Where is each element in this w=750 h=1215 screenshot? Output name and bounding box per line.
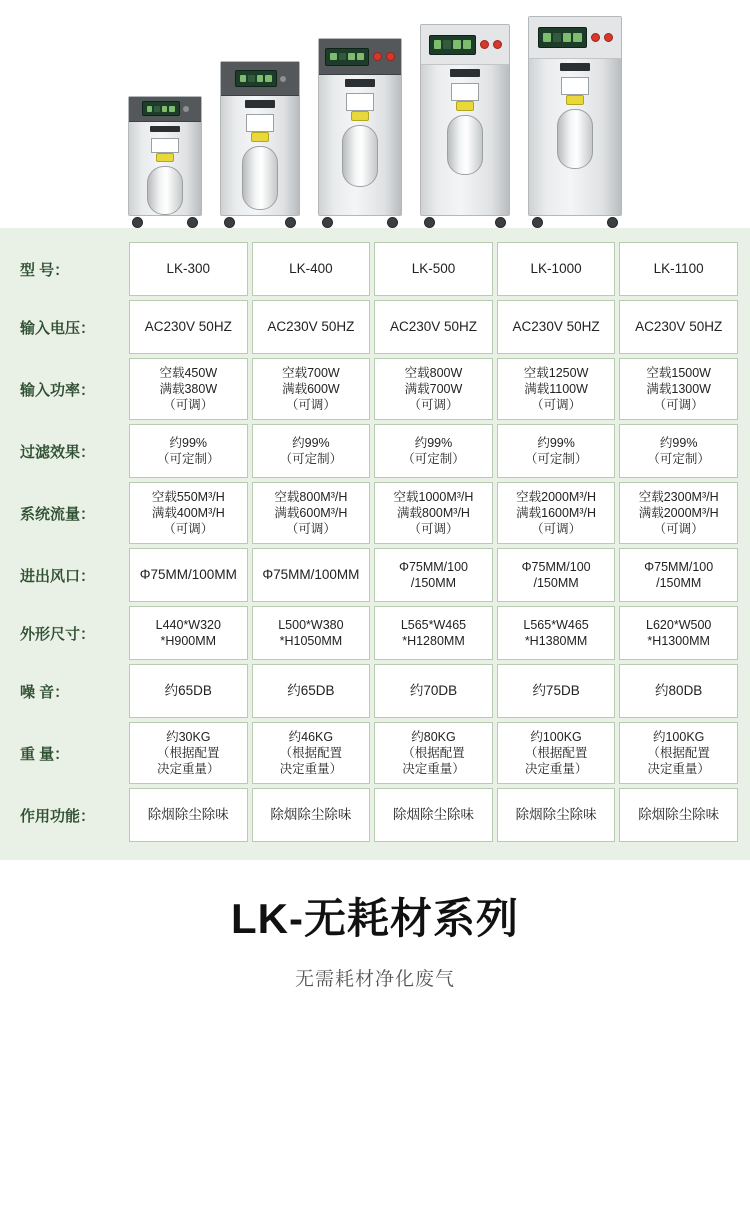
spec-cell-line: Φ75MM/100 [398, 560, 468, 574]
spec-cell-line: 约30KG [166, 730, 211, 744]
caster-wheels [132, 217, 198, 228]
spec-cell-line: （可定制） [279, 452, 343, 466]
caster-wheel [387, 217, 398, 228]
filter-canister [342, 125, 378, 187]
spec-cell-line: 满载1600M³/H [516, 506, 597, 520]
spec-cell [252, 788, 371, 842]
display-segment [348, 53, 355, 60]
control-panel-display [429, 35, 476, 55]
power-button-icon [480, 40, 489, 49]
spec-cell-line: 除烟除尘除味 [270, 807, 352, 822]
spec-cell [374, 548, 493, 602]
spec-cell [619, 606, 738, 660]
spec-cell [374, 358, 493, 420]
spec-cell-line: 除烟除尘除味 [638, 807, 720, 822]
spec-cell-line: 约70DB [409, 683, 458, 698]
caster-wheel [607, 217, 618, 228]
spec-row-label: 过滤效果： [20, 443, 96, 461]
spec-cell-line: 除烟除尘除味 [147, 807, 229, 822]
spec-cell-line: 约99% [414, 436, 453, 450]
product-image-lk-1100 [528, 16, 622, 228]
filter-cap [251, 132, 269, 142]
spec-cell-line: AC230V 50HZ [512, 319, 600, 334]
spec-sticker [151, 138, 179, 153]
spec-cell [252, 548, 371, 602]
spec-cell-line: （根据配置 [524, 746, 588, 760]
spec-cell-line: 约99% [292, 436, 330, 450]
spec-cell [129, 482, 248, 544]
spec-cell-line: LK-1100 [653, 261, 704, 276]
spec-cell-line: L565*W465 [523, 618, 589, 632]
spec-cell-line: 空载800M³/H [274, 490, 348, 504]
spec-cell [497, 300, 616, 354]
display-segment [265, 75, 272, 82]
spec-cell [252, 358, 371, 420]
spec-cell-line: AC230V 50HZ [389, 319, 477, 334]
spec-table-body [12, 242, 738, 842]
spec-cell [129, 548, 248, 602]
spec-cell-line: 约46KG [288, 730, 334, 744]
spec-cell-line: 满载600W [282, 382, 340, 396]
caster-wheel [532, 217, 543, 228]
control-panel-display [235, 70, 277, 87]
display-segment [563, 33, 571, 42]
spec-cell-line: 空载1000M³/H [393, 490, 474, 504]
spec-cell-line: 约65DB [287, 683, 335, 698]
spec-cell-line: 满载2000M³/H [638, 506, 719, 520]
spec-cell-line: 约80KG [411, 730, 456, 744]
product-image-strip [0, 0, 750, 228]
spec-cell [374, 424, 493, 478]
spec-cell-line: （根据配置 [157, 746, 220, 760]
spec-cell [497, 358, 616, 420]
spec-cell-line: 满载800M³/H [397, 506, 470, 520]
spec-sticker [451, 83, 479, 101]
spec-cell [252, 242, 371, 296]
spec-cell [129, 788, 248, 842]
display-segment [248, 75, 255, 82]
caster-wheels [424, 217, 506, 228]
display-segment [553, 33, 561, 42]
caster-wheel [424, 217, 435, 228]
spec-cell-line: （可定制） [647, 452, 710, 466]
spec-cell [252, 664, 371, 718]
spec-row [12, 424, 738, 478]
spec-cell-line: 空载700W [282, 366, 340, 380]
filter-cap [351, 111, 369, 121]
spec-cell-line: 决定重量） [279, 762, 343, 776]
spec-cell [252, 606, 371, 660]
spec-cell-line: L565*W465 [400, 618, 467, 632]
spec-cell [497, 482, 616, 544]
spec-cell [129, 242, 248, 296]
spec-cell [129, 722, 248, 784]
spec-cell [129, 300, 248, 354]
machine-body [528, 16, 622, 216]
spec-cell [374, 606, 493, 660]
filter-cap [456, 101, 474, 111]
spec-cell-line: （根据配置 [402, 746, 465, 760]
spec-cell-line: 空载800W [404, 366, 463, 380]
brand-logo [560, 63, 590, 71]
machine-body [220, 61, 300, 216]
indicator-dot-icon [183, 106, 189, 112]
spec-cell-line: （可调） [163, 398, 214, 412]
series-subtitle: 无需耗材净化废气 [294, 969, 455, 990]
spec-cell [129, 606, 248, 660]
filter-canister [147, 166, 183, 215]
spec-cell-line: （可定制） [157, 452, 220, 466]
spec-cell-line: 决定重量） [524, 762, 588, 776]
display-segment [169, 106, 175, 111]
spec-row [12, 548, 738, 602]
spec-row-label: 进出风口： [20, 567, 96, 585]
spec-cell [497, 424, 616, 478]
spec-cell-line: L620*W500 [646, 618, 712, 632]
spec-cell-line: *H1380MM [524, 634, 588, 648]
spec-cell-line: 决定重量） [402, 762, 465, 776]
spec-cell-line: 除烟除尘除味 [392, 807, 474, 822]
display-segment [330, 53, 337, 60]
spec-cell-line: 决定重量） [647, 762, 710, 776]
spec-row [12, 788, 738, 842]
filter-cap [566, 95, 584, 105]
spec-cell-line: （可调） [531, 522, 582, 536]
machine-body [128, 96, 202, 216]
spec-cell [619, 242, 738, 296]
power-button-icon [591, 33, 600, 42]
spec-cell [619, 548, 738, 602]
filter-canister [557, 109, 593, 169]
spec-cell [619, 722, 738, 784]
display-segment [357, 53, 364, 60]
spec-cell-line: 满载380W [159, 382, 218, 396]
spec-cell-line: 空载1250W [523, 366, 589, 380]
control-panel-display [538, 27, 587, 48]
spec-cell-line: AC230V 50HZ [267, 319, 355, 334]
spec-cell-line: 约99% [169, 436, 208, 450]
spec-cell-line: （可调） [408, 398, 459, 412]
spec-cell-line: LK-300 [166, 261, 211, 276]
spec-cell [497, 722, 616, 784]
spec-cell [619, 664, 738, 718]
spec-cell [619, 788, 738, 842]
product-image-lk-300 [128, 96, 202, 228]
series-title: LK-无耗材系列 [231, 895, 519, 942]
caster-wheel [224, 217, 235, 228]
spec-cell-line: （可调） [408, 522, 459, 536]
spec-cell [252, 722, 371, 784]
spec-row-label: 输入电压： [20, 319, 96, 337]
spec-cell-line: 满载400M³/H [151, 506, 225, 520]
spec-sticker [346, 93, 374, 111]
spec-cell-line: 约80DB [655, 683, 703, 698]
display-segment [257, 75, 264, 82]
spec-cell-line: *H1050MM [279, 634, 343, 648]
spec-cell-line: （可调） [163, 522, 214, 536]
display-segment [443, 40, 451, 48]
spec-cell-line: L500*W380 [278, 618, 344, 632]
caster-wheel [132, 217, 143, 228]
filter-canister [242, 146, 278, 210]
spec-cell [619, 358, 738, 420]
caster-wheel [322, 217, 333, 228]
spec-cell-line: /150MM [656, 576, 702, 590]
spec-cell [374, 242, 493, 296]
spec-cell-line: Φ75MM/100 [644, 560, 714, 574]
stop-button-icon [493, 40, 502, 49]
filter-cap [156, 153, 174, 162]
caster-wheel [285, 217, 296, 228]
brand-logo [245, 100, 275, 108]
spec-cell [497, 548, 616, 602]
spec-cell-line: （可定制） [524, 452, 588, 466]
machine-control-head [319, 39, 401, 75]
spec-cell [374, 482, 493, 544]
spec-cell-line: （可调） [653, 398, 704, 412]
spec-cell-line: Φ75MM/100MM [139, 567, 237, 582]
spec-sticker [246, 114, 274, 132]
spec-cell-line: （根据配置 [647, 746, 710, 760]
display-segment [339, 53, 346, 60]
spec-cell-line: 空载1500W [646, 366, 711, 380]
spec-row-label: 输入功率： [20, 381, 96, 399]
spec-cell-line: 除烟除尘除味 [515, 807, 597, 822]
spec-cell-line: 决定重量） [157, 762, 220, 776]
display-segment [573, 33, 581, 42]
spec-row-label: 外形尺寸： [20, 625, 96, 643]
spec-cell-line: （可调） [653, 522, 704, 536]
spec-cell-line: 满载1300W [646, 382, 711, 396]
spec-row-label: 作用功能： [20, 807, 96, 825]
spec-cell-line: /150MM [533, 576, 579, 590]
spec-cell [497, 242, 616, 296]
spec-cell [497, 788, 616, 842]
control-panel-display [142, 101, 180, 116]
spec-row [12, 242, 738, 296]
display-segment [463, 40, 471, 48]
spec-cell-line: LK-1000 [530, 261, 582, 276]
stop-button-icon [386, 52, 395, 61]
spec-cell-line: 约99% [659, 436, 698, 450]
spec-cell [619, 482, 738, 544]
spec-cell [619, 424, 738, 478]
product-image-lk-500 [318, 38, 402, 228]
spec-cell [619, 300, 738, 354]
product-image-lk-1000 [420, 24, 510, 228]
machine-body [318, 38, 402, 216]
spec-cell-line: 空载2300M³/H [638, 490, 719, 504]
spec-row [12, 722, 738, 784]
spec-cell [374, 788, 493, 842]
spec-sticker [561, 77, 589, 95]
spec-cell-line: 约65DB [164, 683, 212, 698]
stop-button-icon [604, 33, 613, 42]
spec-cell-line: Φ75MM/100MM [262, 567, 360, 582]
machine-body [420, 24, 510, 216]
spec-cell [252, 482, 371, 544]
spec-cell-line: 空载450W [159, 366, 218, 380]
spec-cell-line: *H1300MM [647, 634, 710, 648]
machine-control-head [129, 97, 201, 122]
control-panel-display [325, 48, 369, 66]
spec-cell-line: LK-500 [411, 261, 456, 276]
spec-row-label: 重 量： [20, 745, 70, 763]
spec-cell [129, 664, 248, 718]
display-segment [434, 40, 442, 48]
spec-cell-line: 空载550M³/H [151, 490, 225, 504]
caster-wheels [224, 217, 296, 228]
spec-cell-line: （根据配置 [279, 746, 343, 760]
brand-logo [345, 79, 375, 87]
caster-wheels [322, 217, 398, 228]
spec-cell [497, 606, 616, 660]
spec-cell-line: LK-400 [289, 261, 333, 276]
power-button-icon [373, 52, 382, 61]
spec-cell-line: Φ75MM/100 [521, 560, 591, 574]
spec-cell [129, 424, 248, 478]
product-image-lk-400 [220, 61, 300, 228]
spec-cell-line: （可定制） [402, 452, 465, 466]
spec-cell [129, 358, 248, 420]
spec-row [12, 482, 738, 544]
spec-cell [252, 424, 371, 478]
spec-cell-line: AC230V 50HZ [144, 319, 232, 334]
display-segment [147, 106, 153, 111]
brand-logo [450, 69, 480, 77]
spec-row [12, 606, 738, 660]
indicator-dot-icon [280, 76, 286, 82]
display-segment [162, 106, 168, 111]
spec-cell-line: 满载700W [404, 382, 463, 396]
machine-control-head [421, 25, 509, 65]
display-segment [453, 40, 461, 48]
spec-cell-line: 约100KG [530, 730, 582, 744]
spec-row-label: 型 号： [20, 261, 70, 279]
spec-cell-line: L440*W320 [155, 618, 221, 632]
brand-logo [150, 126, 180, 133]
spec-table-section [0, 228, 750, 860]
spec-row [12, 300, 738, 354]
footer-section [0, 860, 750, 991]
spec-cell-line: 满载600M³/H [274, 506, 348, 520]
spec-table [8, 238, 742, 846]
spec-cell [374, 722, 493, 784]
spec-cell [374, 664, 493, 718]
caster-wheel [495, 217, 506, 228]
spec-cell-line: 满载1100W [524, 382, 588, 396]
filter-canister [447, 115, 483, 175]
spec-row-label: 噪 音： [20, 683, 70, 701]
machine-control-head [529, 17, 621, 59]
spec-cell-line: 约75DB [532, 683, 580, 698]
spec-cell-line: （可调） [285, 398, 336, 412]
spec-cell-line: *H900MM [160, 634, 217, 648]
spec-row [12, 664, 738, 718]
spec-cell-line: 空载2000M³/H [516, 490, 597, 504]
caster-wheels [532, 217, 618, 228]
spec-cell-line: AC230V 50HZ [635, 319, 723, 334]
display-segment [240, 75, 247, 82]
spec-cell-line: 约100KG [652, 730, 705, 744]
display-segment [154, 106, 160, 111]
caster-wheel [187, 217, 198, 228]
display-segment [543, 33, 551, 42]
spec-row-label: 系统流量： [20, 505, 96, 523]
spec-cell [497, 664, 616, 718]
spec-cell-line: /150MM [410, 576, 457, 590]
machine-control-head [221, 62, 299, 96]
spec-cell-line: 约99% [537, 436, 575, 450]
spec-cell [374, 300, 493, 354]
spec-cell [252, 300, 371, 354]
spec-row [12, 358, 738, 420]
spec-cell-line: （可调） [285, 522, 336, 536]
spec-cell-line: *H1280MM [402, 634, 465, 648]
spec-cell-line: （可调） [531, 398, 582, 412]
